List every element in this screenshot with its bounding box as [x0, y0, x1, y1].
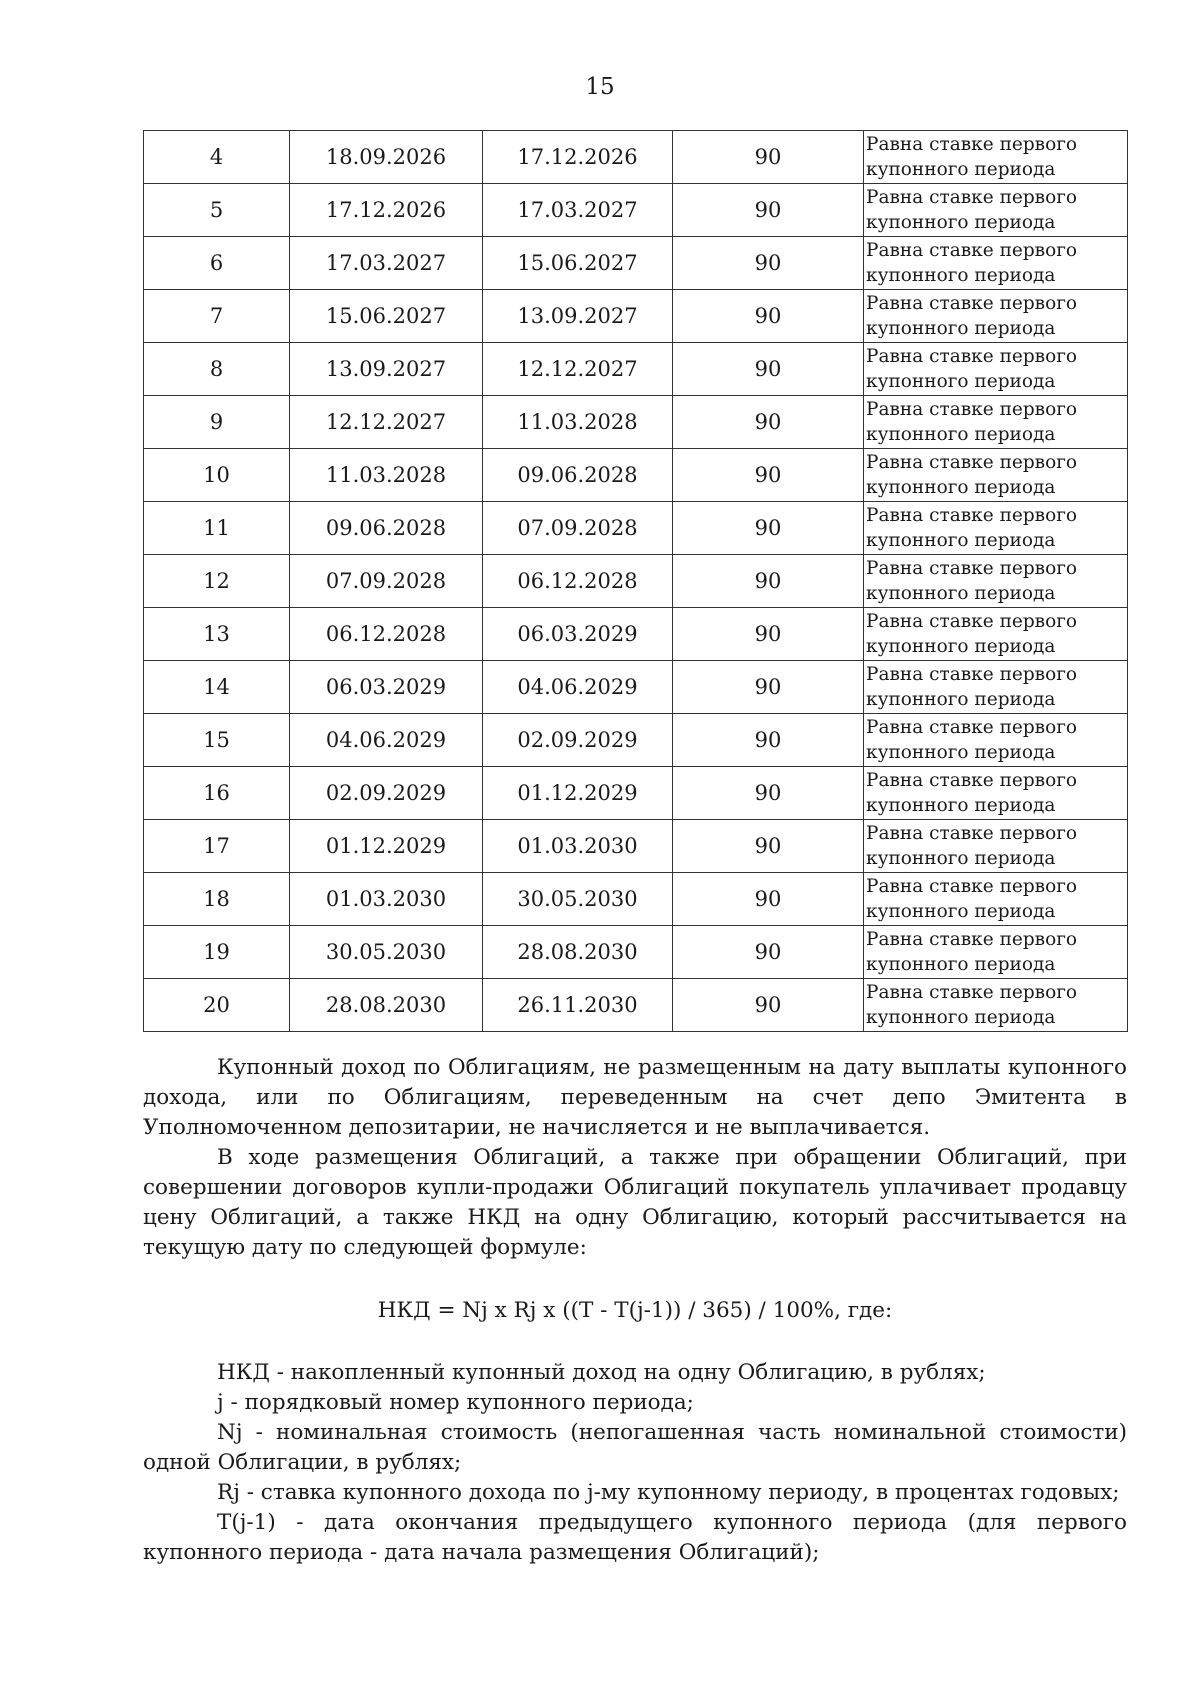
period-end-date-cell: 02.09.2029 [483, 714, 673, 767]
coupon-rate-cell [864, 661, 1128, 714]
table-row [144, 873, 1128, 926]
coupon-rate-cell [864, 343, 1128, 396]
period-number-cell: 10 [144, 449, 290, 502]
period-end-date-cell: 30.05.2030 [483, 873, 673, 926]
definition-t-prev: T(j-1) - дата окончания предыдущего купонного периода (для первого купонного периода - дата начала размещения Облигаций); [143, 1510, 1127, 1565]
coupon-rate-line2: купонного периода [866, 265, 1056, 286]
page-number: 15 [585, 74, 615, 100]
table-row [144, 237, 1128, 290]
period-number-cell: 17 [144, 820, 290, 873]
paragraph-nkd-calculation: В ходе размещения Облигаций, а также при обращении Облигаций, при совершении договоров купли-продажи Облигаций покупатель уплачивает продавцу цену Облигаций, а также НКД на одну Облигацию, который рассчитывается на текущую дату по следующей формуле: [143, 1145, 1127, 1260]
period-end-date-cell: 09.06.2028 [483, 449, 673, 502]
period-days-cell: 90 [673, 237, 864, 290]
period-start-date-cell: 28.08.2030 [290, 979, 483, 1032]
period-end-date-cell: 13.09.2027 [483, 290, 673, 343]
coupon-rate-line1: Равна ставке первого [866, 452, 1078, 473]
coupon-rate-cell [864, 449, 1128, 502]
coupon-rate-line1: Равна ставке первого [866, 717, 1078, 738]
period-start-date-cell: 12.12.2027 [290, 396, 483, 449]
coupon-rate-cell [864, 714, 1128, 767]
coupon-rate-line2: купонного периода [866, 318, 1056, 339]
table-row [144, 502, 1128, 555]
coupon-rate-line2: купонного периода [866, 1007, 1056, 1028]
table-row [144, 449, 1128, 502]
period-start-date-cell: 01.03.2030 [290, 873, 483, 926]
definitions-list [143, 1358, 1127, 1568]
coupon-rate-line2: купонного периода [866, 954, 1056, 975]
period-number-cell: 4 [144, 131, 290, 184]
coupon-rate-line2: купонного периода [866, 530, 1056, 551]
coupon-rate-cell [864, 290, 1128, 343]
definition-nj: Nj - номинальная стоимость (непогашенная часть номинальной стоимости) одной Облигации, в рублях; [143, 1420, 1127, 1475]
period-days-cell: 90 [673, 290, 864, 343]
period-number-cell: 18 [144, 873, 290, 926]
period-number-cell: 12 [144, 555, 290, 608]
period-days-cell: 90 [673, 396, 864, 449]
coupon-rate-line1: Равна ставке первого [866, 240, 1078, 261]
coupon-rate-line1: Равна ставке первого [866, 770, 1078, 791]
definition-j: j - порядковый номер купонного периода; [217, 1390, 694, 1415]
period-start-date-cell: 11.03.2028 [290, 449, 483, 502]
period-number-cell: 20 [144, 979, 290, 1032]
definition-rj: Rj - ставка купонного дохода по j-му купонному периоду, в процентах годовых; [217, 1480, 1120, 1505]
coupon-rate-line1: Равна ставке первого [866, 982, 1078, 1003]
period-end-date-cell: 01.03.2030 [483, 820, 673, 873]
period-start-date-cell: 13.09.2027 [290, 343, 483, 396]
table-row [144, 131, 1128, 184]
period-number-cell: 8 [144, 343, 290, 396]
definition-nkd: НКД - накопленный купонный доход на одну Облигацию, в рублях; [217, 1360, 986, 1385]
coupon-rate-cell [864, 979, 1128, 1032]
period-days-cell: 90 [673, 926, 864, 979]
coupon-rate-line2: купонного периода [866, 742, 1056, 763]
period-days-cell: 90 [673, 502, 864, 555]
period-end-date-cell: 17.03.2027 [483, 184, 673, 237]
coupon-rate-line1: Равна ставке первого [866, 664, 1078, 685]
period-start-date-cell: 07.09.2028 [290, 555, 483, 608]
period-number-cell: 16 [144, 767, 290, 820]
period-end-date-cell: 04.06.2029 [483, 661, 673, 714]
coupon-rate-line1: Равна ставке первого [866, 187, 1078, 208]
period-end-date-cell: 01.12.2029 [483, 767, 673, 820]
coupon-schedule-table [143, 130, 1128, 1032]
body-text [143, 1053, 1127, 1263]
period-days-cell: 90 [673, 873, 864, 926]
period-start-date-cell: 09.06.2028 [290, 502, 483, 555]
coupon-rate-line1: Равна ставке первого [866, 876, 1078, 897]
coupon-rate-cell [864, 767, 1128, 820]
period-days-cell: 90 [673, 449, 864, 502]
table-row [144, 608, 1128, 661]
period-end-date-cell: 17.12.2026 [483, 131, 673, 184]
table-row [144, 555, 1128, 608]
period-end-date-cell: 15.06.2027 [483, 237, 673, 290]
period-end-date-cell: 28.08.2030 [483, 926, 673, 979]
period-number-cell: 9 [144, 396, 290, 449]
period-days-cell: 90 [673, 555, 864, 608]
table-row [144, 926, 1128, 979]
period-number-cell: 7 [144, 290, 290, 343]
period-days-cell: 90 [673, 979, 864, 1032]
nkd-formula: НКД = Nj x Rj x ((T - T(j-1)) / 365) / 100%, где: [377, 1298, 893, 1323]
coupon-rate-line1: Равна ставке первого [866, 823, 1078, 844]
period-number-cell: 5 [144, 184, 290, 237]
coupon-rate-line2: купонного периода [866, 424, 1056, 445]
period-days-cell: 90 [673, 131, 864, 184]
coupon-rate-line1: Равна ставке первого [866, 134, 1078, 155]
coupon-rate-line1: Равна ставке первого [866, 929, 1078, 950]
period-end-date-cell: 26.11.2030 [483, 979, 673, 1032]
coupon-rate-line2: купонного периода [866, 477, 1056, 498]
table-row [144, 714, 1128, 767]
coupon-rate-line2: купонного периода [866, 212, 1056, 233]
period-number-cell: 15 [144, 714, 290, 767]
coupon-rate-line2: купонного периода [866, 848, 1056, 869]
period-days-cell: 90 [673, 767, 864, 820]
period-start-date-cell: 17.12.2026 [290, 184, 483, 237]
coupon-schedule-body [144, 131, 1128, 1032]
coupon-rate-line1: Равна ставке первого [866, 558, 1078, 579]
period-end-date-cell: 07.09.2028 [483, 502, 673, 555]
table-row [144, 820, 1128, 873]
period-start-date-cell: 01.12.2029 [290, 820, 483, 873]
table-row [144, 290, 1128, 343]
coupon-rate-cell [864, 184, 1128, 237]
coupon-rate-cell [864, 502, 1128, 555]
coupon-rate-line1: Равна ставке первого [866, 346, 1078, 367]
period-end-date-cell: 12.12.2027 [483, 343, 673, 396]
table-row [144, 661, 1128, 714]
coupon-rate-cell [864, 131, 1128, 184]
coupon-rate-line2: купонного периода [866, 901, 1056, 922]
period-days-cell: 90 [673, 608, 864, 661]
table-row [144, 184, 1128, 237]
coupon-rate-line2: купонного периода [866, 636, 1056, 657]
period-start-date-cell: 04.06.2029 [290, 714, 483, 767]
period-number-cell: 11 [144, 502, 290, 555]
period-end-date-cell: 06.03.2029 [483, 608, 673, 661]
table-row [144, 343, 1128, 396]
coupon-rate-cell [864, 820, 1128, 873]
period-start-date-cell: 15.06.2027 [290, 290, 483, 343]
period-start-date-cell: 06.12.2028 [290, 608, 483, 661]
period-end-date-cell: 11.03.2028 [483, 396, 673, 449]
period-start-date-cell: 30.05.2030 [290, 926, 483, 979]
coupon-rate-line2: купонного периода [866, 689, 1056, 710]
coupon-rate-line1: Равна ставке первого [866, 611, 1078, 632]
period-number-cell: 13 [144, 608, 290, 661]
period-end-date-cell: 06.12.2028 [483, 555, 673, 608]
coupon-rate-line2: купонного периода [866, 371, 1056, 392]
coupon-rate-line1: Равна ставке первого [866, 505, 1078, 526]
period-number-cell: 14 [144, 661, 290, 714]
period-days-cell: 90 [673, 661, 864, 714]
coupon-rate-line2: купонного периода [866, 583, 1056, 604]
coupon-rate-cell [864, 237, 1128, 290]
coupon-rate-line1: Равна ставке первого [866, 399, 1078, 420]
period-days-cell: 90 [673, 184, 864, 237]
period-days-cell: 90 [673, 714, 864, 767]
coupon-rate-cell [864, 396, 1128, 449]
coupon-rate-cell [864, 555, 1128, 608]
coupon-rate-line2: купонного периода [866, 795, 1056, 816]
period-start-date-cell: 02.09.2029 [290, 767, 483, 820]
period-start-date-cell: 17.03.2027 [290, 237, 483, 290]
table-row [144, 767, 1128, 820]
period-days-cell: 90 [673, 820, 864, 873]
coupon-rate-line1: Равна ставке первого [866, 293, 1078, 314]
period-number-cell: 6 [144, 237, 290, 290]
period-start-date-cell: 06.03.2029 [290, 661, 483, 714]
table-row [144, 396, 1128, 449]
paragraph-unplaced-bonds: Купонный доход по Облигациям, не размещенным на дату выплаты купонного дохода, или по Облигациям, переведенным на счет депо Эмитента в Уполномоченном депозитарии, не начисляется и не выплачивается. [143, 1055, 1127, 1140]
period-start-date-cell: 18.09.2026 [290, 131, 483, 184]
period-number-cell: 19 [144, 926, 290, 979]
coupon-rate-cell [864, 873, 1128, 926]
coupon-rate-line2: купонного периода [866, 159, 1056, 180]
table-row [144, 979, 1128, 1032]
coupon-rate-cell [864, 608, 1128, 661]
coupon-rate-cell [864, 926, 1128, 979]
period-days-cell: 90 [673, 343, 864, 396]
